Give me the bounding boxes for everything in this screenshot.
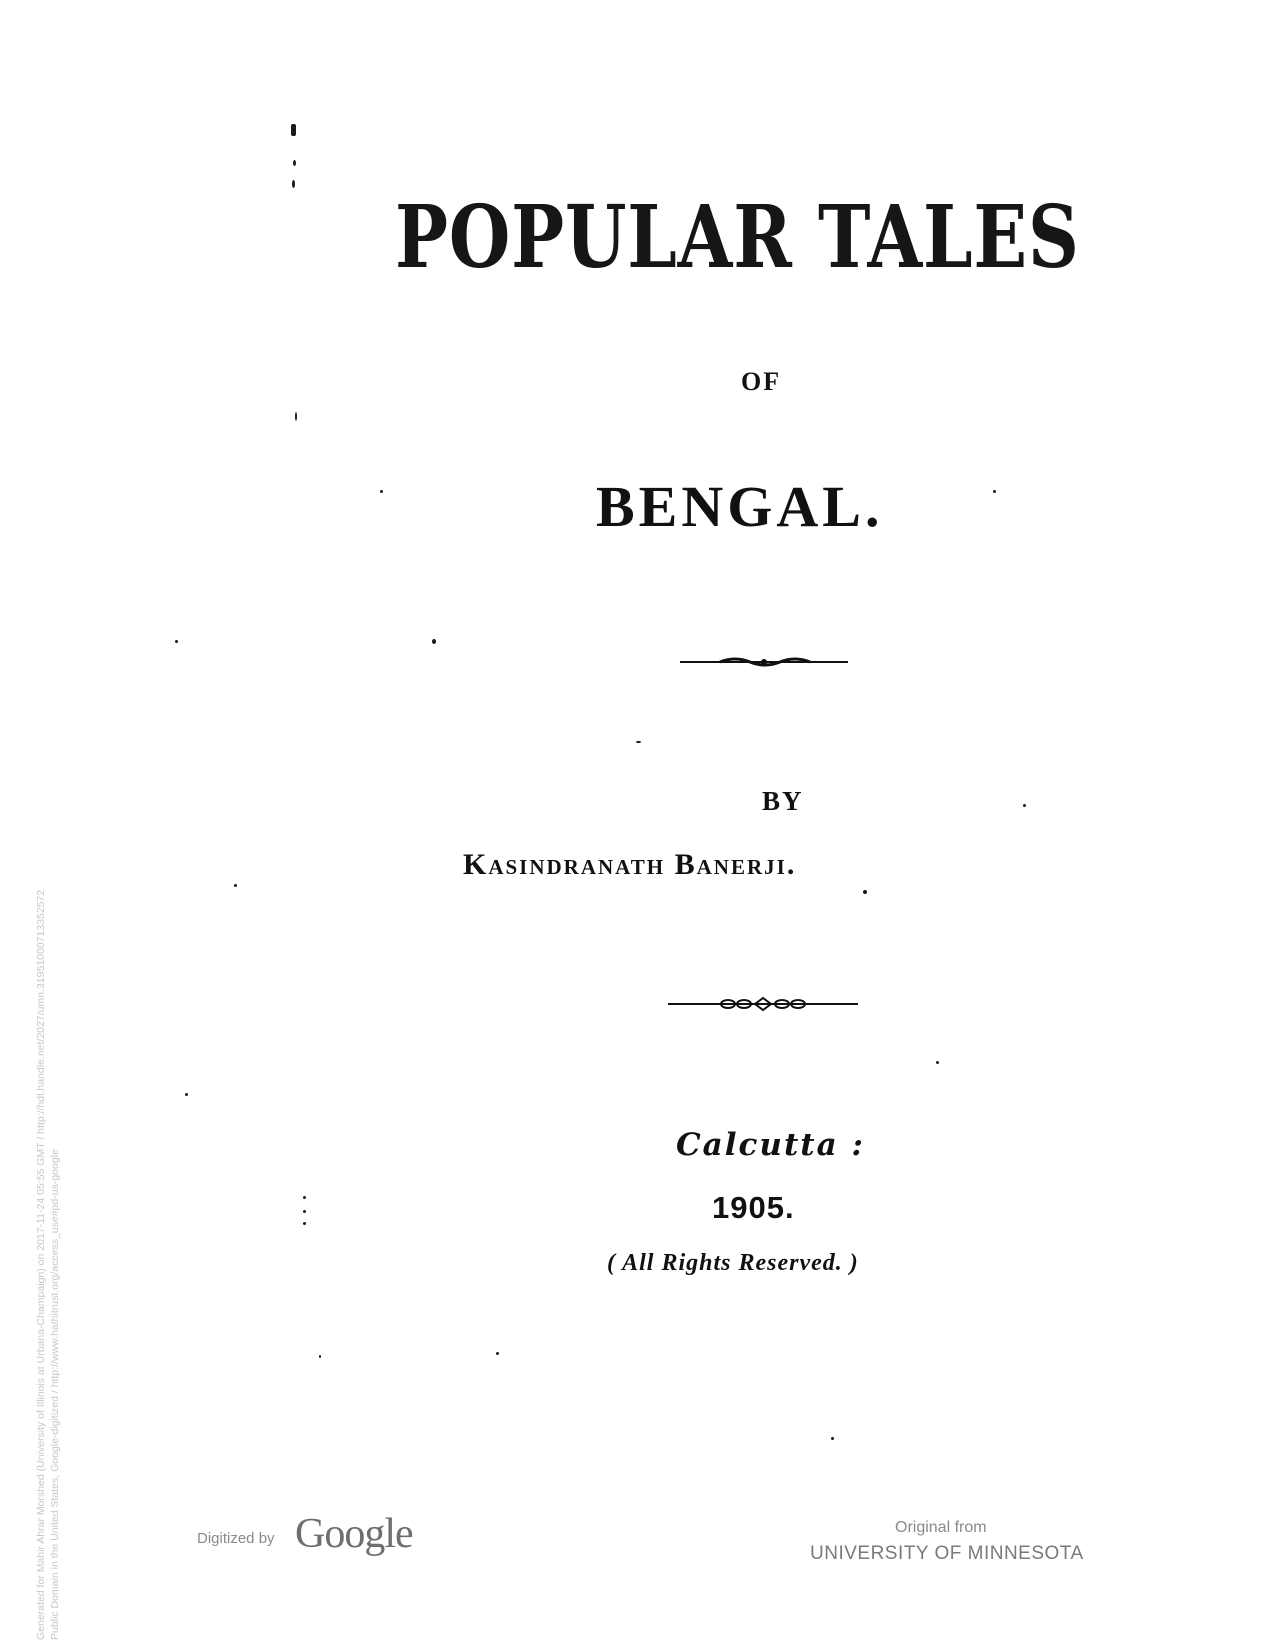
watermark-line-1: Generated for Mahir Ahrar Morshed (University of Illinois at Urbana-Champaign) on 2017-11-24 05:55 GMT / http://hdl.handle.net/2027/umn.31951000713352572 (35, 889, 47, 1640)
scan-speck (636, 741, 641, 743)
original-from-label: Original from (895, 1519, 987, 1536)
scan-speck (292, 180, 295, 188)
ornament-divider-bottom (668, 996, 858, 1012)
author-name: Kasindranath Banerji. (463, 848, 797, 881)
publication-year: 1905. (712, 1190, 795, 1225)
scan-speck (303, 1196, 306, 1199)
google-logo: Google (295, 1511, 413, 1557)
scan-speck (936, 1061, 939, 1064)
scan-speck (291, 124, 296, 136)
title-bengal: BENGAL. (596, 474, 884, 539)
digitized-by-label: Digitized by (197, 1530, 275, 1547)
scan-speck (1023, 804, 1026, 807)
watermark-line-2: Public Domain in the United States, Google-digitized / http://www.hathitrust.org/access_use#pd-us-google (49, 1149, 61, 1640)
title-of: OF (741, 367, 782, 396)
scan-speck (295, 412, 297, 421)
scan-speck (993, 490, 996, 493)
hathitrust-watermark (34, 890, 62, 1640)
ornament-divider-top (680, 655, 848, 669)
scan-speck (185, 1093, 188, 1096)
university-name: UNIVERSITY OF MINNESOTA (810, 1543, 1084, 1564)
scan-speck (432, 639, 436, 644)
scan-speck (303, 1222, 306, 1225)
scan-speck (293, 160, 296, 166)
scan-speck (831, 1437, 834, 1440)
scan-speck (863, 890, 867, 894)
rights-notice: ( All Rights Reserved. ) (607, 1250, 859, 1276)
scan-speck (234, 884, 237, 887)
byline-by: BY (762, 786, 804, 816)
scan-speck (303, 1210, 306, 1213)
publication-city: Calcutta : (676, 1127, 865, 1163)
scan-speck (496, 1352, 499, 1355)
book-title: POPULAR TALES (395, 187, 1080, 288)
scan-speck (319, 1355, 321, 1358)
scan-speck (380, 490, 383, 493)
scan-speck (175, 640, 178, 643)
